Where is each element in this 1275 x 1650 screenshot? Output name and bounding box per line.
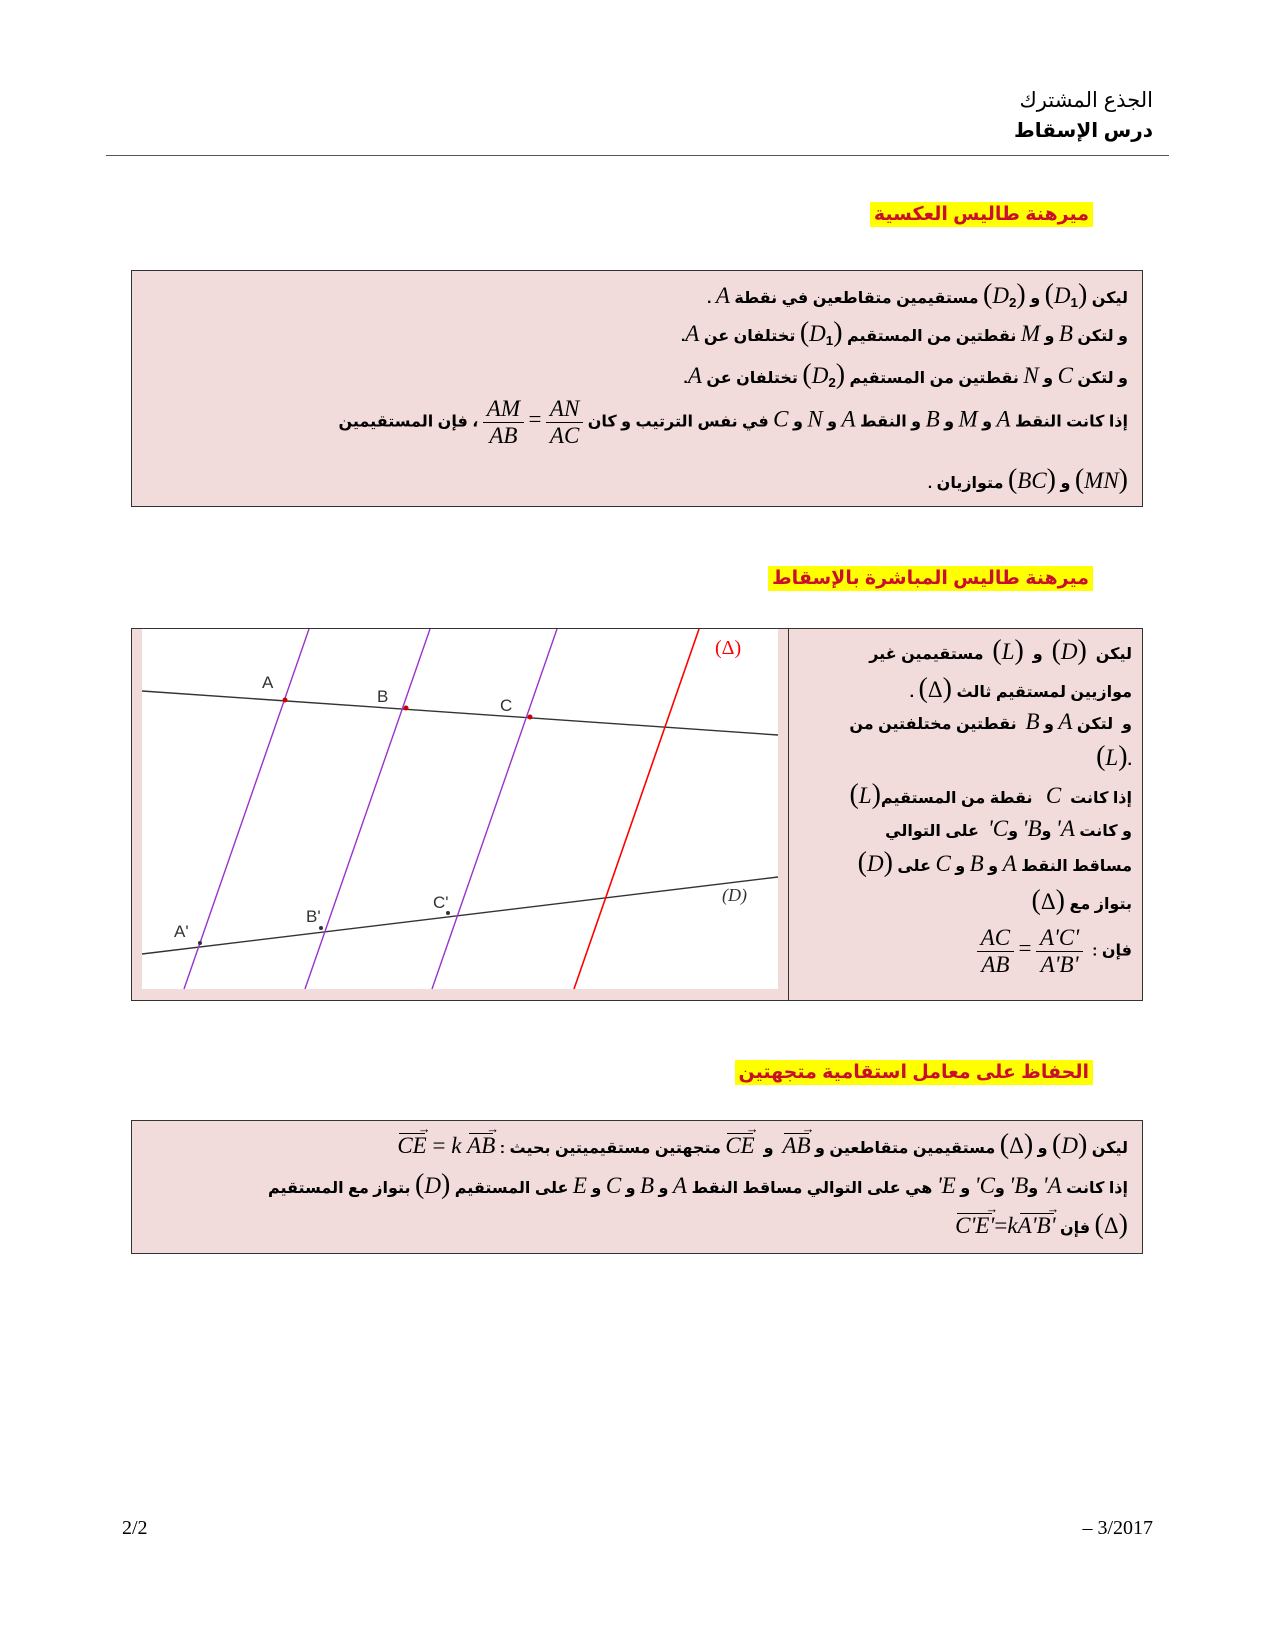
s1-line5: (MN) و (BC) متوازيان . [927, 464, 1128, 495]
s2-line3: و لتكن A و B نقطتين مختلفتين من [849, 709, 1132, 734]
point-B [404, 706, 409, 711]
label-A: A [262, 673, 274, 692]
s2-line1: ليكن (D) و (L) مستقيمين غير [869, 635, 1132, 666]
label-C: C [500, 696, 513, 715]
point-A-prime [198, 941, 202, 945]
s1-line4: إذا كانت النقط A و M و B و النقط A و N و C في نفس الترتيب و كان $\frac{AM}{AB}$ = $\frac{AN}{AC}$ ، فإن المستقيمين [338, 396, 1128, 448]
footer-date: – 3/2017 [1082, 1517, 1153, 1539]
header-level: الجذع المشترك [1019, 89, 1153, 112]
section2-box [131, 628, 1143, 1001]
s2-line6: و كانت A' وB' وC' على التوالي [885, 816, 1132, 841]
s3-line2: إذا كانت A' وB' وC' و E' هي على التوالي مساقط النقط A و B و C و E على المستقيم (D) بتواز مع المستقيم [267, 1169, 1128, 1200]
label-A-prime: A' [174, 922, 189, 941]
footer-page: 2/2 [122, 1517, 148, 1539]
point-A [283, 698, 288, 703]
figure-panel [132, 629, 789, 1000]
s2-line4: .(L) [1096, 741, 1132, 772]
section1-box [131, 270, 1143, 507]
s1-line1: ليكن $(D_1)$ و $(D_2)$ مستقيمين متقاطعين في نقطة A . [706, 279, 1128, 311]
s2-line8: بتواز مع (Δ) [1031, 885, 1132, 916]
point-B-prime [319, 926, 323, 930]
label-D: (D) [722, 885, 747, 905]
section2-text [790, 629, 1142, 1000]
s2-line5: إذا كانت C نقطة من المستقيم(L) [849, 779, 1132, 810]
label-B: B [377, 687, 389, 706]
header-lesson: درس الإسقاط [1013, 120, 1153, 142]
label-delta: (Δ) [715, 637, 742, 659]
figure-background [142, 629, 778, 989]
s1-line2: و لتكن B و M نقطتين من المستقيم $(D_1)$ تختلفان عن A. [680, 317, 1128, 349]
s3-line1: ليكن (D) و (Δ) مستقيمين متقاطعين و AB → و CE → متجهتين مستقيميتين بحيث : CE → = k AB → [397, 1129, 1128, 1161]
section2-title: ميرهنة طاليس المباشرة بالإسقاط [768, 566, 1093, 591]
s1-line3: و لتكن C و N نقطتين من المستقيم $(D_2)$ تختلفان عن A. [683, 359, 1128, 391]
s2-line7: مساقط النقط A و B و C على (D) [857, 847, 1132, 878]
label-B-prime: B' [306, 907, 321, 926]
projection-figure [132, 629, 788, 1000]
s2-line2: موازيين لمستقيم ثالث (Δ) . [909, 673, 1132, 704]
section3-title: الحفاظ على معامل استقامية متجهتين [735, 1060, 1093, 1085]
header-divider [106, 155, 1169, 156]
s2-line9: فإن : $\frac{AC}{AB}$ = $\frac{A'C'}{A'B'}$ [977, 925, 1132, 978]
point-C [528, 715, 533, 720]
s3-line3: (Δ) فإن C'E' →=kA'B' → [955, 1209, 1128, 1241]
section3-box [131, 1120, 1143, 1254]
label-C-prime: C' [433, 893, 449, 912]
section1-title: ميرهنة طاليس العكسية [870, 202, 1093, 227]
